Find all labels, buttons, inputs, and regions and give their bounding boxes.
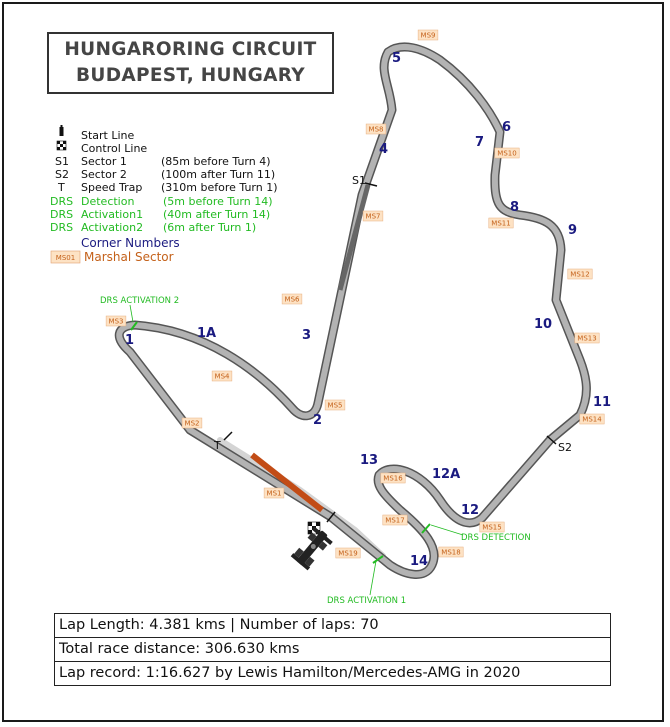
marshal-sector-label: MS3	[108, 317, 124, 326]
info-lap-length: Lap Length: 4.381 kms | Number of laps: 70	[55, 614, 610, 638]
marshal-sector-label: MS5	[327, 401, 343, 410]
marshal-sector-ms15	[480, 522, 504, 532]
marshal-sector-ms6	[282, 294, 302, 304]
marshal-sector-label: MS15	[482, 523, 502, 532]
drs-labels	[100, 296, 531, 606]
marshal-sector-ms5	[325, 400, 345, 410]
legend-s2-label: Sector 2	[81, 168, 127, 181]
track-dark-section	[340, 185, 368, 290]
start-finish-graphic	[290, 522, 334, 571]
marshal-sector-label: MS11	[491, 219, 511, 228]
marshal-sector-ms13	[575, 333, 599, 343]
legend-s2-note: (100m after Turn 11)	[161, 168, 276, 181]
drs-activation1-leader	[370, 561, 376, 595]
legend-drs-activation2-key: DRS	[50, 221, 74, 234]
corner-12a: 12A	[432, 467, 461, 482]
corner-11: 11	[593, 395, 612, 410]
legend-marshal-label: Marshal Sector	[84, 250, 174, 264]
speed-section	[252, 455, 322, 510]
marshal-sector-ms8	[366, 124, 386, 134]
corner-3: 3	[302, 328, 312, 343]
corner-7: 7	[475, 135, 485, 150]
corner-2: 2	[313, 413, 323, 428]
marshal-sector-label: MS12	[570, 270, 590, 279]
corner-5: 5	[392, 51, 402, 66]
marshal-sector-label: MS4	[214, 372, 230, 381]
marshal-sector-label: MS16	[383, 474, 403, 483]
marshal-sector-ms9	[418, 30, 438, 40]
s1-label: S1	[352, 174, 366, 187]
legend-drs-activation2-label: Activation2	[81, 221, 144, 234]
track	[119, 47, 586, 575]
marshal-sector-ms17	[383, 515, 407, 525]
marshal-sectors	[106, 30, 604, 558]
corner-1a: 1A	[197, 326, 217, 341]
info-table	[54, 613, 611, 686]
legend-marshal-key: MS01	[55, 254, 76, 262]
legend-drs-detection-key: DRS	[50, 195, 74, 208]
corner-4: 4	[379, 142, 389, 157]
marshal-sector-ms2	[182, 418, 202, 428]
legend-s1-label: Sector 1	[81, 155, 127, 168]
drs-detection-text: DRS DETECTION	[461, 533, 531, 543]
drs-activation1-text: DRS ACTIVATION 1	[327, 596, 407, 606]
marshal-sector-label: MS14	[582, 415, 602, 424]
legend-drs-detection-label: Detection	[81, 195, 135, 208]
marshal-sector-label: MS19	[338, 549, 358, 558]
speed-trap-line	[224, 432, 232, 440]
s2-label: S2	[558, 441, 572, 454]
legend-t-key: T	[58, 181, 65, 194]
legend-drs-activation1-key: DRS	[50, 208, 74, 221]
marshal-sector-ms12	[568, 269, 592, 279]
info-lap-record: Lap record: 1:16.627 by Lewis Hamilton/Mercedes-AMG in 2020	[59, 665, 521, 681]
legend-drs-activation1-label: Activation1	[81, 208, 144, 221]
corner-8: 8	[510, 200, 520, 215]
corner-10: 10	[534, 317, 553, 332]
marshal-sector-label: MS8	[368, 125, 384, 134]
marshal-sector-label: MS1	[266, 489, 282, 498]
marshal-sector-label: MS7	[365, 212, 381, 221]
marshal-sector-ms16	[381, 473, 405, 483]
info-race-distance: Total race distance: 306.630 kms	[55, 638, 610, 662]
marshal-sector-ms3	[106, 316, 126, 326]
legend-t-note: (310m before Turn 1)	[161, 181, 278, 194]
start-line-icon	[60, 125, 64, 136]
marshal-sector-ms1	[264, 488, 284, 498]
marshal-sector-label: MS9	[420, 31, 436, 40]
marshal-sector-ms19	[336, 548, 360, 558]
drs-activation2-text: DRS ACTIVATION 2	[100, 296, 180, 306]
marshal-sector-label: MS10	[497, 149, 517, 158]
legend-s2-key: S2	[55, 168, 69, 181]
marshal-sector-ms7	[363, 211, 383, 221]
track-edge	[119, 47, 586, 575]
marshal-sector-label: MS2	[184, 419, 200, 428]
legend-control-line: Control Line	[81, 142, 148, 155]
corner-12: 12	[461, 503, 480, 518]
t-label: T	[214, 439, 221, 452]
track-surface	[119, 47, 586, 575]
legend-start-line: Start Line	[81, 129, 135, 142]
legend-corner-numbers: Corner Numbers	[81, 236, 180, 250]
marshal-sector-ms4	[212, 371, 232, 381]
marshal-sector-label: MS6	[284, 295, 300, 304]
corner-6: 6	[502, 120, 512, 135]
title-line-2: BUDAPEST, HUNGARY	[76, 65, 305, 86]
legend-drs-activation1-note: (40m after Turn 14)	[163, 208, 271, 221]
marshal-sector-ms14	[580, 414, 604, 424]
drs-detection-leader	[431, 525, 463, 535]
corner-13: 13	[360, 453, 379, 468]
corner-9: 9	[568, 223, 578, 238]
marshal-sector-label: MS17	[385, 516, 405, 525]
title-line-1: HUNGARORING CIRCUIT	[64, 39, 317, 60]
legend-s1-note: (85m before Turn 4)	[161, 155, 271, 168]
corner-14: 14	[410, 554, 429, 569]
control-line-icon	[57, 141, 66, 150]
marshal-sector-label: MS18	[441, 548, 461, 557]
marshal-sector-ms10	[495, 148, 519, 158]
legend-s1-key: S1	[55, 155, 69, 168]
marshal-sector-label: MS13	[577, 334, 597, 343]
corner-1: 1	[125, 333, 135, 348]
drs-activation2-leader	[130, 305, 133, 322]
marshal-sector-ms18	[439, 547, 463, 557]
marshal-sector-ms11	[489, 218, 513, 228]
legend	[50, 125, 278, 264]
legend-drs-activation2-note: (6m after Turn 1)	[163, 221, 257, 234]
legend-t-label: Speed Trap	[81, 181, 143, 194]
legend-drs-detection-note: (5m before Turn 14)	[163, 195, 273, 208]
